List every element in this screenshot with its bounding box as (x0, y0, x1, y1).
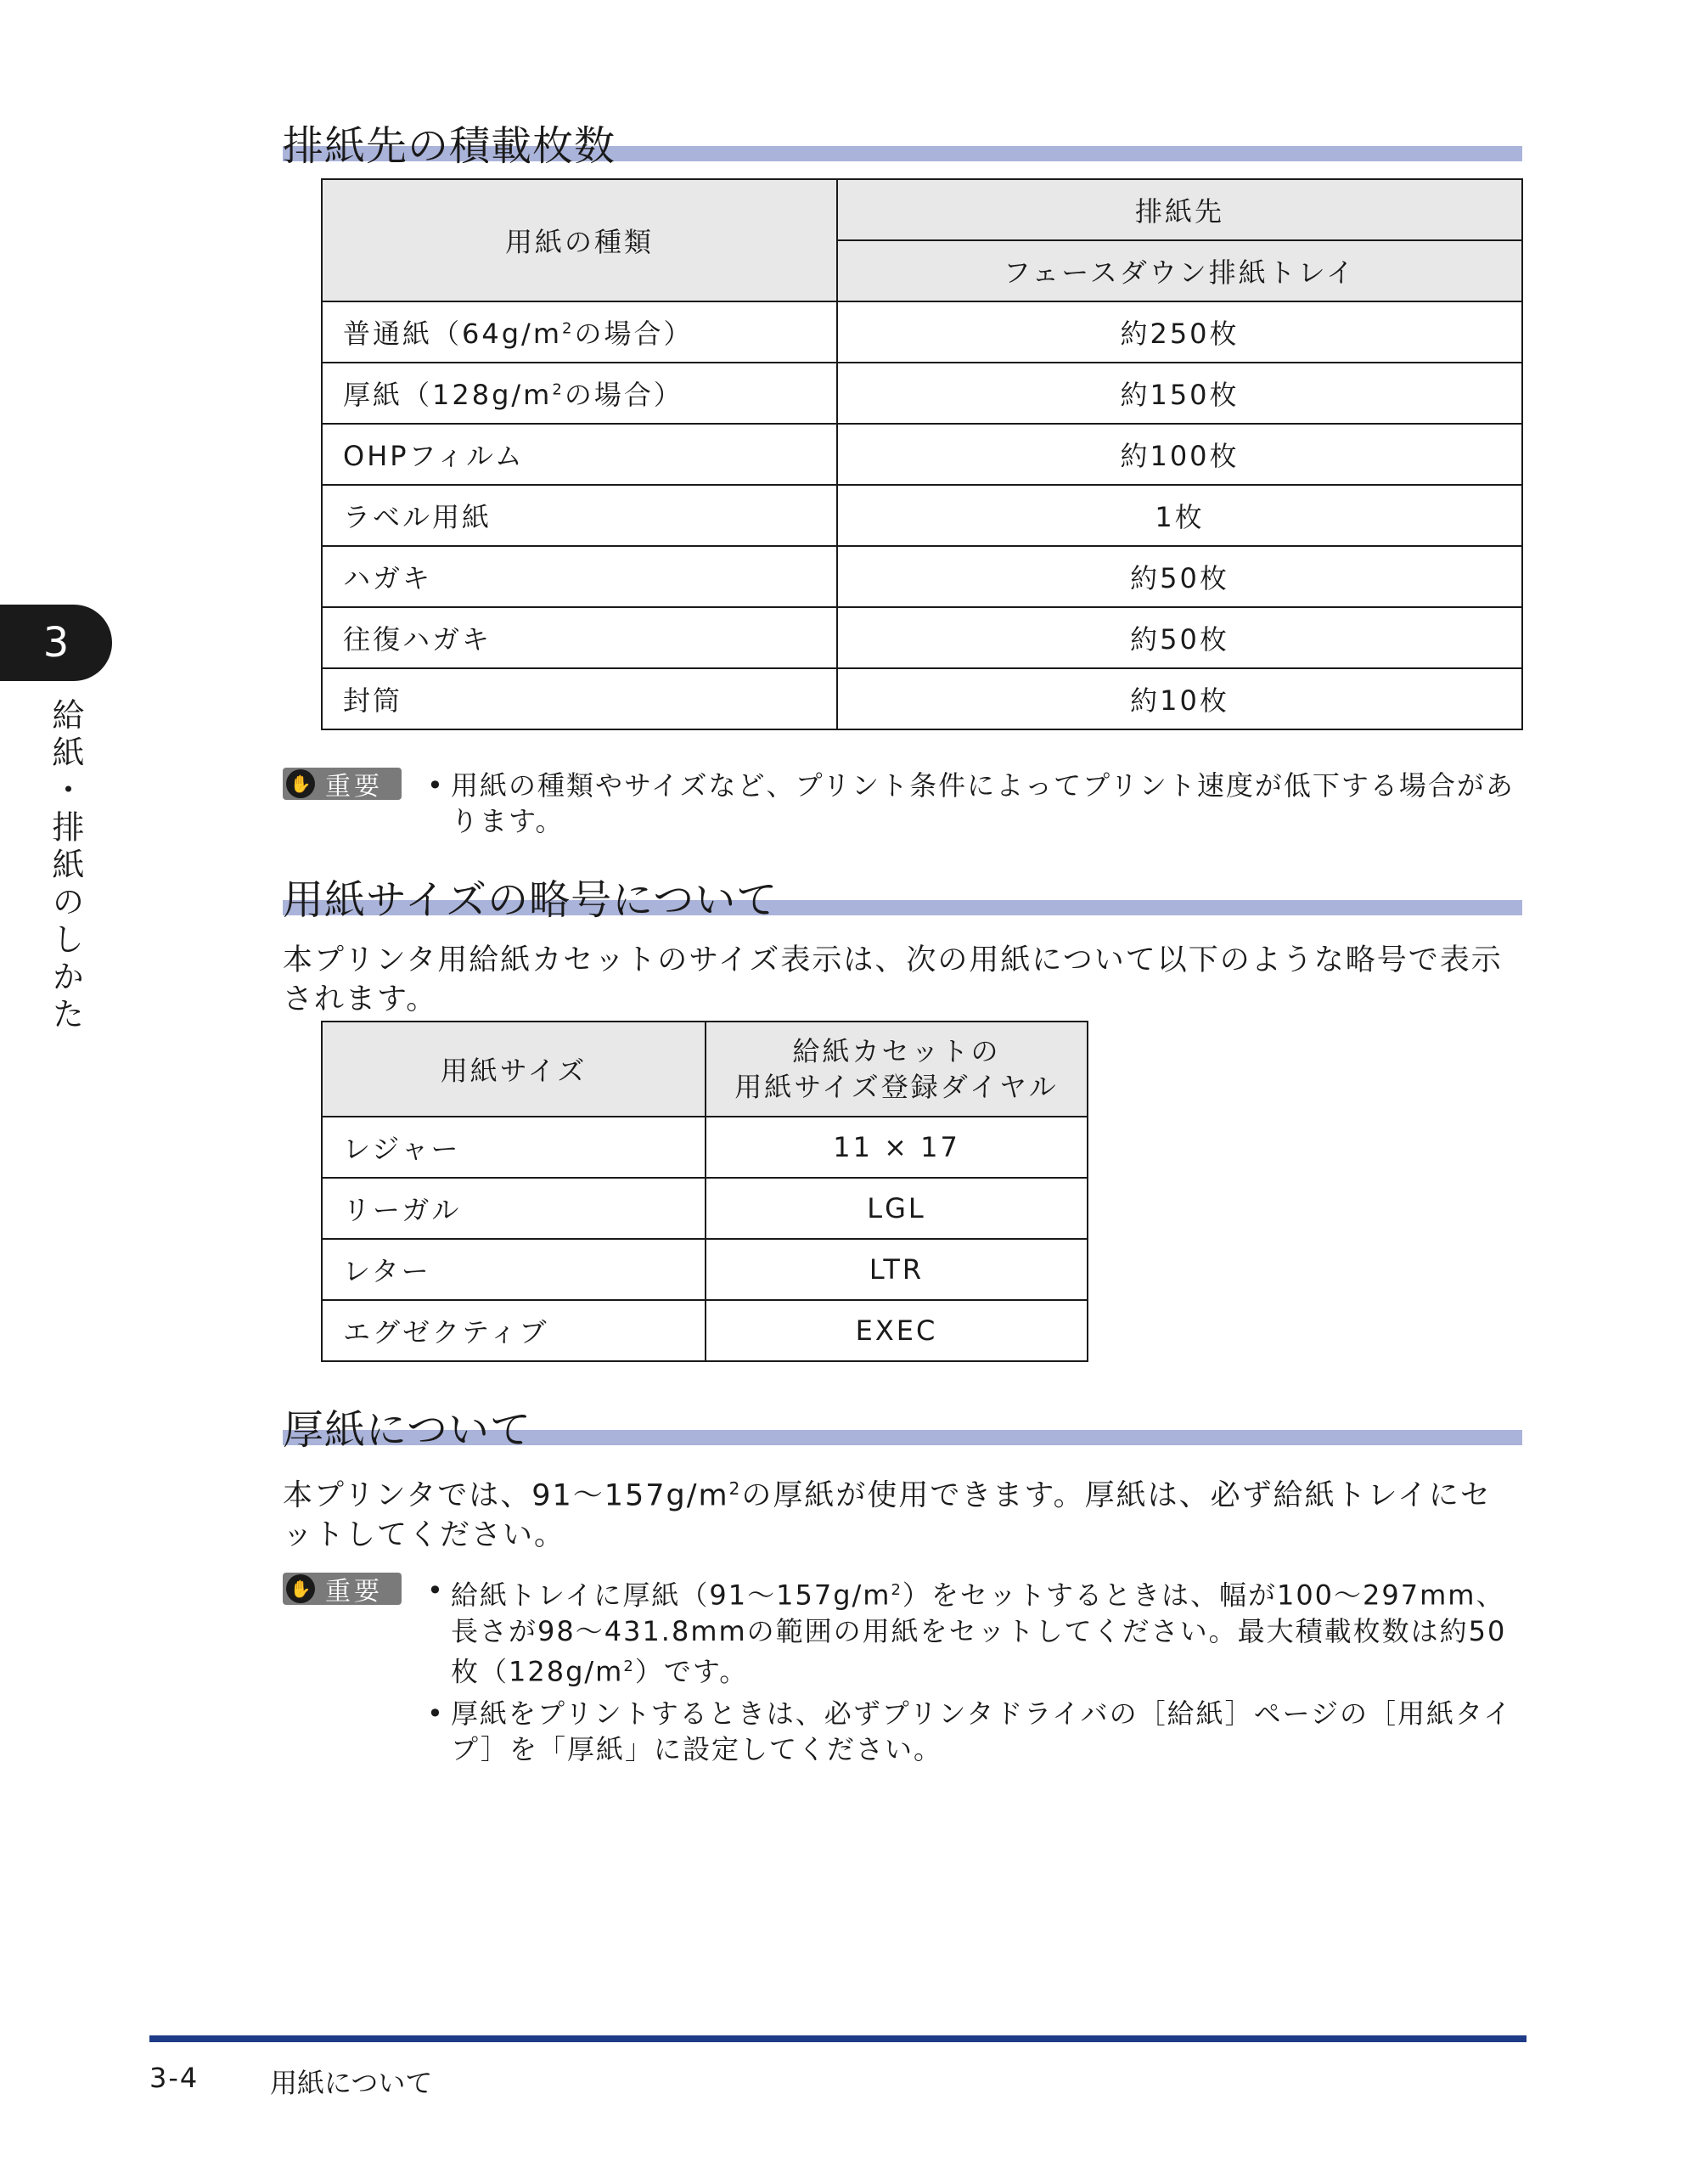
important-notice (283, 1573, 1522, 1766)
table-cell: 約50枚 (837, 546, 1522, 607)
section-heading (283, 110, 1522, 170)
table-cell: LGL (706, 1178, 1088, 1239)
table-cell: 1枚 (837, 485, 1522, 546)
table-row (322, 1300, 1088, 1361)
table-cell: 約10枚 (837, 668, 1522, 729)
important-badge: ✋ 重要 (283, 768, 402, 800)
table-row (322, 607, 1522, 668)
output-capacity-table (321, 178, 1523, 730)
table-cell: 普通紙（$64g/m^2$の場合） (322, 301, 837, 363)
table-row (322, 1117, 1088, 1178)
section-title: 排紙先の積載枚数 (283, 122, 616, 170)
table-cell: 封筒 (322, 668, 837, 729)
table-cell: 約150枚 (837, 363, 1522, 424)
section-heading (283, 1394, 1522, 1454)
table-row (322, 363, 1522, 424)
table-cell: レジャー (322, 1117, 706, 1178)
important-badge: ✋ 重要 (283, 1573, 402, 1605)
paper-size-code-table (321, 1021, 1088, 1362)
chapter-number: 3 (42, 619, 70, 667)
table-cell: 約250枚 (837, 301, 1522, 363)
section-heading (283, 864, 1522, 924)
footer-title: 用紙について (270, 2067, 433, 2099)
table-header: 用紙サイズ (322, 1022, 706, 1117)
table-cell: リーガル (322, 1178, 706, 1239)
table-cell: 11 × 17 (706, 1117, 1088, 1178)
chapter-title: 給紙・排紙のしかた (47, 698, 84, 1034)
table-row (322, 485, 1522, 546)
paragraph: 本プリンタでは、$91\sim 157g/m^2$の厚紙が使用できます。厚紙は、必ず給紙トレイにセットしてください。 (283, 1478, 1492, 1552)
hand-stop-icon: ✋ (286, 769, 315, 798)
notice-item: • 給紙トレイに厚紙$(91\sim 157g/m^2)$をセットするときは、幅が100～297mm、長さが98～431.8mmの範囲の用紙をセットしてください。最大積載枚数は約50枚$(128g/m^2)$です。 (427, 1573, 1522, 1689)
table-row (322, 546, 1522, 607)
notice-list (427, 1573, 1522, 1774)
table-cell: エグゼクティブ (322, 1300, 706, 1361)
table-row (322, 1239, 1088, 1300)
footer-rule (149, 2035, 1527, 2042)
table-cell: 約50枚 (837, 607, 1522, 668)
table-header: フェースダウン排紙トレイ (837, 240, 1522, 301)
notice-item: • 厚紙をプリントするときは、必ずプリンタドライバの［給紙］ページの［用紙タイプ］を「厚紙」に設定してください。 (427, 1696, 1522, 1767)
table-cell: 往復ハガキ (322, 607, 837, 668)
table-cell: レター (322, 1239, 706, 1300)
table-cell: LTR (706, 1239, 1088, 1300)
table-cell: 約100枚 (837, 424, 1522, 485)
paragraph: 本プリンタ用給紙カセットのサイズ表示は、次の用紙について以下のような略号で表示されます。 (283, 943, 1503, 1016)
page-number: 3-4 (149, 2062, 200, 2094)
notice-list (427, 768, 1522, 846)
hand-stop-icon: ✋ (286, 1574, 315, 1603)
section-title: 厚紙について (283, 1406, 532, 1454)
table-row (322, 1178, 1088, 1239)
table-cell: ハガキ (322, 546, 837, 607)
table-row (322, 668, 1522, 729)
section-title: 用紙サイズの略号について (283, 876, 779, 924)
table-cell: OHPフィルム (322, 424, 837, 485)
table-cell: ラベル用紙 (322, 485, 837, 546)
table-row (322, 424, 1522, 485)
table-header: 用紙の種類 (322, 179, 837, 301)
table-header: 排紙先 (837, 179, 1522, 240)
chapter-tab (0, 605, 112, 681)
table-row (322, 301, 1522, 363)
notice-item: • 用紙の種類やサイズなど、プリント条件によってプリント速度が低下する場合があります。 (427, 768, 1522, 839)
table-header: 給紙カセットの 用紙サイズ登録ダイヤル (706, 1022, 1088, 1117)
table-cell: EXEC (706, 1300, 1088, 1361)
important-notice (283, 768, 1522, 844)
table-cell: 厚紙（$128g/m^2$の場合） (322, 363, 837, 424)
